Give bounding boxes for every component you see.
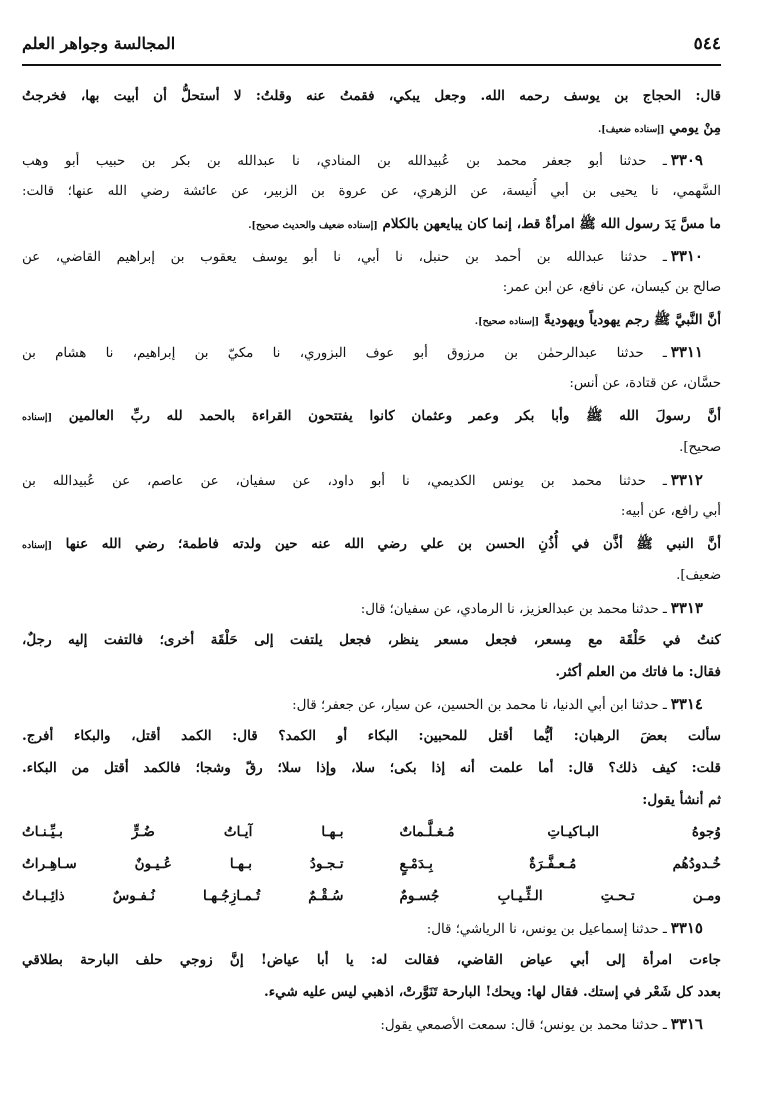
isnad-grading-note: [إسناده: [22, 540, 53, 551]
line-text: أنَّ النبي ﷺ أذَّن في أُذُنِ الحسن بن علي رضي الله عنه حين ولدته فاطمة؛ رضي الله عنها: [65, 536, 721, 552]
page-body: [22, 82, 721, 1042]
verse-first-hemistich: وُجوهُ البـاكيـاتِ مُـغـلَّـماتٌ: [399, 824, 721, 840]
line-text: ثم أنشأ يقول:: [642, 792, 721, 808]
text-line: [22, 434, 721, 466]
text-line: [22, 402, 721, 434]
text-line: [22, 626, 721, 658]
narration-start-line: [22, 242, 721, 274]
narration-start-line: [22, 690, 721, 722]
verse-second-hemistich: سُـقْـمٌ تُـمـازِجُـهـا نُـفـوسٌ ذائِـبـاتُ: [22, 888, 344, 904]
hadith-number: ٣٣٠٩: [670, 151, 703, 169]
line-text: ـ حدثنا عبدالرحمٰن بن مرزوق أبو عوف البزوري، نا مكيّ بن إبراهيم، نا هشام بن: [22, 346, 667, 361]
narration-start-line: [22, 466, 721, 498]
line-text: ـ حدثنا محمد بن عبدالعزيز، نا الرمادي، عن سفيان؛ قال:: [360, 602, 667, 617]
line-text: قال: الحجاج بن يوسف رحمه الله. وجعل يبكي، فقمتُ عنه وقلتُ: لا أستحلُّ أن أبيت بها، فخرجتُ: [22, 88, 721, 104]
running-title: المجالسة وجواهر العلم: [22, 34, 176, 53]
text-line: [22, 658, 721, 690]
line-text: فقال: ما فاتك من العلم أكثر.: [555, 664, 721, 680]
line-text: حسَّان، عن قتادة، عن أنس:: [569, 376, 721, 391]
line-text: قلت: كيف ذلك؟ قال: أما علمت أنه إذا بكى؛ سلا، وإذا سلا؛ رقّ وشجا؛ فالكمد أقتل من البكاء.: [22, 760, 721, 776]
hadith-number: ٣٣١١: [670, 343, 703, 361]
text-line: [22, 946, 721, 978]
line-text: ضعيف].: [676, 568, 721, 583]
text-line: [22, 274, 721, 306]
line-text: ـ حدثنا إسماعيل بن يونس، نا الرياشي؛ قال:: [426, 922, 667, 937]
line-text: سألت بعضَ الرهبان: أيُّما أقتل للمحبين: البكاء أو الكمد؟ قال: الكمد أقتل، والبكاء أفرج.: [22, 728, 721, 744]
hadith-number: ٣٣١٥: [670, 919, 703, 937]
line-text: ـ حدثنا محمد بن يونس؛ قال: سمعت الأصمعي يقول:: [380, 1018, 667, 1033]
verse-first-hemistich: ومـن تـحـتِ الـثِّـيـابِ جُسـومٌ: [399, 888, 721, 904]
hadith-number: ٣٣١٣: [670, 599, 703, 617]
isnad-grading-note: [إسناده ضعيف والحديث صحيح].: [248, 220, 378, 231]
page-header: [22, 30, 721, 66]
text-line: [22, 82, 721, 114]
hadith-number: ٣٣١٦: [670, 1015, 703, 1033]
poem-verse: [22, 882, 721, 914]
hadith-number: ٣٣١٢: [670, 471, 703, 489]
isnad-grading-note: [إسناده: [22, 412, 53, 423]
text-line: [22, 978, 721, 1010]
line-text: ـ حدثنا أبو جعفر محمد بن عُبيدالله بن المنادي، نا عبدالله بن بكر بن حبيب أبو وهب: [22, 154, 667, 169]
verse-first-hemistich: خُـدودُهُم مُـعـفَّـرَةٌ بِـدَمْـعٍ: [399, 856, 721, 872]
text-line: [22, 498, 721, 530]
text-line: [22, 530, 721, 562]
narration-start-line: [22, 594, 721, 626]
poem-verse: [22, 850, 721, 882]
page-number: ٥٤٤: [693, 34, 721, 54]
line-text: أنَّ النَّبيَّ ﷺ رجم يهودياً ويهوديةً: [543, 312, 721, 328]
text-line: [22, 306, 721, 338]
narration-start-line: [22, 146, 721, 178]
isnad-grading-note: [إسناده صحيح].: [474, 316, 540, 327]
line-text: ـ حدثنا محمد بن يونس الكديمي، نا أبو داود، عن سفيان، عن عاصم، عن عُبيدالله بن: [22, 474, 667, 489]
isnad-grading-note: [إسناده ضعيف].: [597, 124, 665, 135]
line-text: ما مسَّ يَدَ رسول الله ﷺ امرأةٌ قط، إنما كان يبايعهن بالكلام: [382, 216, 721, 232]
text-line: [22, 562, 721, 594]
poem-verse: [22, 818, 721, 850]
line-text: بعدد كل شَعْر في إستك. فقال لها: ويحك! البارحة تَنَوَّرتْ، اذهبي ليس عليه شيء.: [264, 984, 721, 1000]
narration-start-line: [22, 1010, 721, 1042]
line-text: أبي رافع، عن أبيه:: [620, 504, 721, 519]
line-text: ـ حدثنا عبدالله بن أحمد بن حنبل، نا أبي، نا أبو يوسف يعقوب بن إبراهيم القاضي، عن: [22, 250, 667, 265]
verse-second-hemistich: بـهـا آيـاتُ ضُـرٍّ بـيِّـنـاتُ: [22, 824, 344, 840]
line-text: أنَّ رسولَ الله ﷺ وأبا بكر وعمر وعثمان كانوا يفتتحون القراءة بالحمد لله ربِّ العالمين: [68, 408, 721, 424]
line-text: جاءت امرأة إلى أبي عياض القاضي، فقالت له: يا أبا عياض! إنَّ زوجي حلف البارحة بطلاقي: [22, 952, 721, 968]
line-text: صحيح].: [679, 440, 721, 455]
text-line: [22, 754, 721, 786]
narration-start-line: [22, 338, 721, 370]
hadith-number: ٣٣١٠: [670, 247, 703, 265]
text-line: [22, 210, 721, 242]
text-line: [22, 722, 721, 754]
line-text: ـ حدثنا ابن أبي الدنيا، نا محمد بن الحسين، عن سيار، عن جعفر؛ قال:: [292, 698, 667, 713]
narration-start-line: [22, 914, 721, 946]
line-text: السَّهمي، نا يحيى بن أبي أُنيسة، عن الزهري، عن عروة بن الزبير، عن عائشة رضي الله عنها؛ قالت:: [22, 184, 721, 199]
text-line: [22, 114, 721, 146]
line-text: كنتُ في حَلْقَة مع مِسعر، فجعل مسعر ينظر، فجعل يلتفت إلى حَلْقَة أخرى؛ فالتفت إليه رجلٌ،: [22, 632, 721, 648]
hadith-number: ٣٣١٤: [670, 695, 703, 713]
text-line: [22, 370, 721, 402]
line-text: صالح بن كيسان، عن نافع، عن ابن عمر:: [502, 280, 721, 295]
line-text: مِنْ يومي: [669, 120, 721, 136]
verse-second-hemistich: تـجـودُ بـهـا عُـيـونٌ سـاهِـراتُ: [22, 856, 344, 872]
text-line: [22, 786, 721, 818]
text-line: [22, 178, 721, 210]
